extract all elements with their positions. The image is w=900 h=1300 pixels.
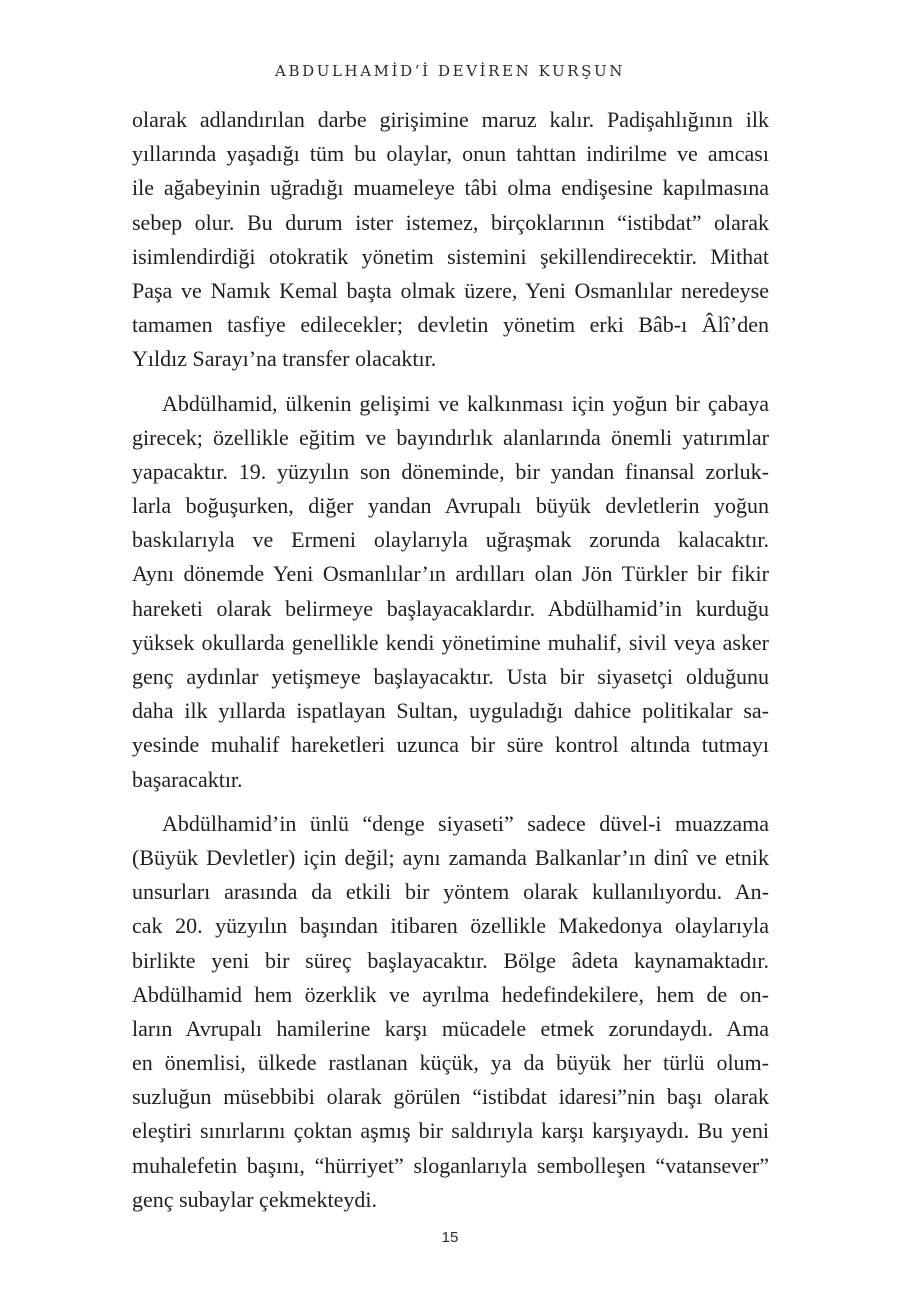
text-line: daha ilk yıllarda ispatlayan Sultan, uyguladığı dahice politikalar sa- — [132, 698, 769, 724]
paragraph-1 — [132, 103, 769, 377]
text-line: muhalefetin başını, “hürriyet” sloganlarıyla sembolleşen “vatansever” — [132, 1152, 769, 1178]
text-line: olarak adlandırılan darbe girişimine maruz kalır. Padişahlığının ilk — [132, 107, 769, 132]
text-line: Abdülhamid’in ünlü “denge siyaseti” sadece düvel-i muazzama — [162, 810, 769, 836]
text-line: eleştiri sınırlarını çoktan aşmış bir saldırıyla karşı karşıyaydı. Bu yeni — [132, 1118, 769, 1144]
running-header-title: ABDULHAMİD’İ DEVİREN KURŞUN — [275, 62, 625, 80]
paragraph-2 — [132, 387, 769, 797]
text-line: (Büyük Devletler) için değil; aynı zamanda Balkanlar’ın dinî ve etnik — [132, 844, 769, 870]
text-line: Abdülhamid hem özerklik ve ayrılma hedefindekilere, hem de on- — [132, 981, 769, 1007]
text-line: Abdülhamid, ülkenin gelişimi ve kalkınması için yoğun bir çabaya — [162, 390, 769, 416]
text-line: ların Avrupalı hamilerine karşı mücadele etmek zorundaydı. Ama — [132, 1015, 769, 1041]
text-line: sebep olur. Bu durum ister istemez, birçoklarının “istibdat” olarak — [132, 209, 769, 235]
text-line: hareketi olarak belirmeye başlayacaklardır. Abdülhamid’in kurduğu — [132, 595, 769, 621]
text-line: suzluğun müsebbibi olarak görülen “istibdat idaresi”nin başı olarak — [132, 1084, 769, 1110]
text-line: yıllarında yaşadığı tüm bu olaylar, onun tahttan indirilme ve amcası — [132, 141, 769, 167]
body-text — [132, 103, 769, 1227]
text-line: Aynı dönemde Yeni Osmanlılar’ın ardılları olan Jön Türkler bir fikir — [132, 561, 769, 587]
text-line: ile ağabeyinin uğradığı muameleye tâbi olma endişesine kapılmasına — [132, 175, 769, 201]
text-line: genç aydınlar yetişmeye başlayacaktır. Usta bir siyasetçi olduğunu — [132, 664, 769, 689]
paragraph-3 — [132, 807, 769, 1217]
text-line: yesinde muhalif hareketleri uzunca bir süre kontrol altında tutmayı — [132, 732, 769, 758]
text-line: birlikte yeni bir süreç başlayacaktır. Bölge âdeta kaynamaktadır. — [132, 947, 769, 973]
text-line: cak 20. yüzyılın başından itibaren özellikle Makedonya olaylarıyla — [132, 913, 769, 939]
text-line: en önemlisi, ülkede rastlanan küçük, ya da büyük her türlü olum- — [132, 1050, 769, 1076]
text-line: Yıldız Sarayı’na transfer olacaktır. — [132, 346, 437, 372]
text-line: unsurları arasında da etkili bir yöntem olarak kullanılıyordu. An- — [132, 879, 769, 905]
text-line: yapacaktır. 19. yüzyılın son döneminde, bir yandan finansal zorluk- — [132, 458, 769, 484]
text-line: Paşa ve Namık Kemal başta olmak üzere, Yeni Osmanlılar neredeyse — [132, 277, 769, 303]
text-line: girecek; özellikle eğitim ve bayındırlık alanlarında önemli yatırımlar — [132, 424, 769, 450]
text-line: genç subaylar çekmekteydi. — [132, 1186, 377, 1212]
text-line: larla boğuşurken, diğer yandan Avrupalı büyük devletlerin yoğun — [132, 493, 769, 519]
text-line: başaracaktır. — [132, 766, 243, 792]
text-line: isimlendirdiği otokratik yönetim sistemini şekillendirecektir. Mithat — [132, 243, 769, 269]
page-number: 15 — [441, 1229, 459, 1246]
text-line: yüksek okullarda genellikle kendi yönetimine muhalif, sivil veya asker — [132, 629, 769, 655]
text-line: baskılarıyla ve Ermeni olaylarıyla uğraşmak zorunda kalacaktır. — [132, 527, 769, 553]
text-line: tamamen tasfiye edilecekler; devletin yönetim erki Bâb-ı Âlî’den — [132, 312, 769, 338]
